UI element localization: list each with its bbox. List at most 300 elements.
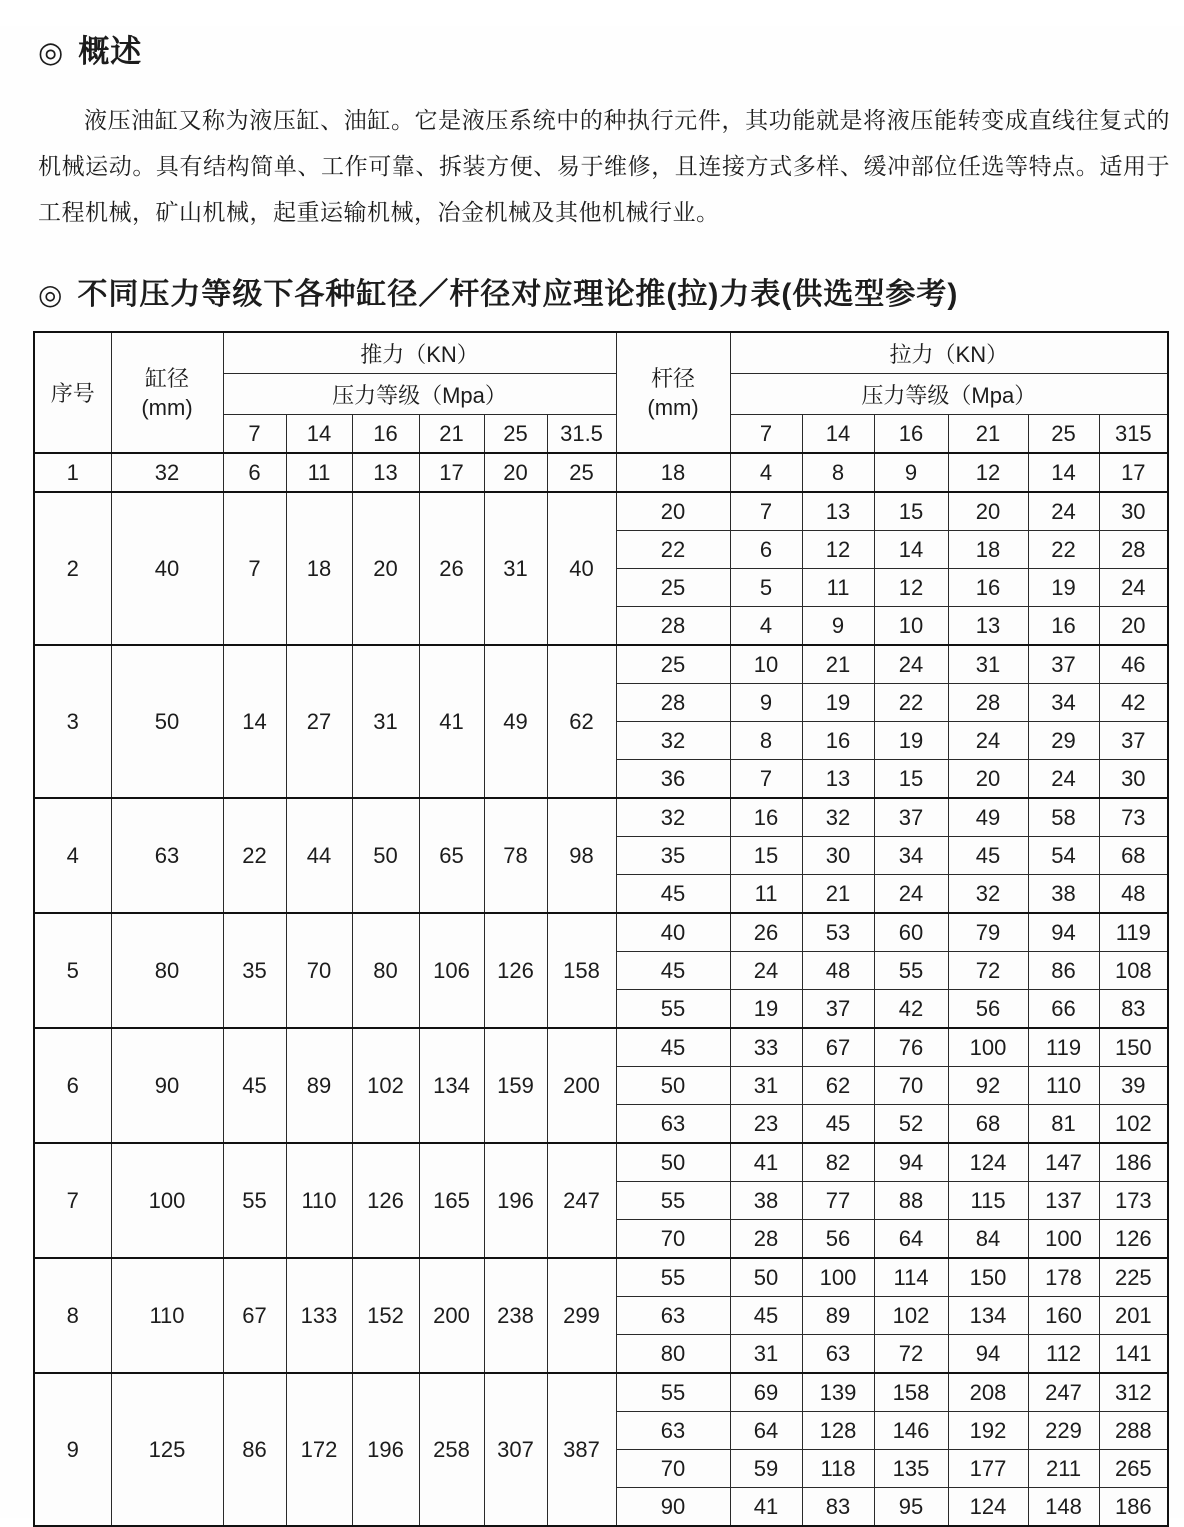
seq-cell: 2 — [34, 492, 111, 645]
pull-value-cell: 77 — [802, 1182, 874, 1220]
pull-value-cell: 124 — [948, 1488, 1028, 1527]
push-value-cell: 238 — [484, 1258, 547, 1373]
bore-cell: 63 — [111, 798, 223, 913]
push-value-cell: 196 — [484, 1143, 547, 1258]
push-value-cell: 40 — [547, 492, 616, 645]
rod-cell: 63 — [616, 1105, 730, 1144]
pull-value-cell: 64 — [730, 1412, 802, 1450]
push-value-cell: 65 — [419, 798, 484, 913]
pull-value-cell: 115 — [948, 1182, 1028, 1220]
bore-cell: 80 — [111, 913, 223, 1028]
push-value-cell: 158 — [547, 913, 616, 1028]
pull-value-cell: 50 — [730, 1258, 802, 1297]
bore-label: 缸径 — [144, 365, 189, 391]
pull-value-cell: 38 — [730, 1182, 802, 1220]
bore-cell: 110 — [111, 1258, 223, 1373]
pull-value-cell: 12 — [874, 569, 948, 607]
pull-value-cell: 94 — [1028, 913, 1099, 952]
pull-value-cell: 89 — [802, 1297, 874, 1335]
pull-value-cell: 83 — [802, 1488, 874, 1527]
pull-value-cell: 100 — [948, 1028, 1028, 1067]
pull-value-cell: 148 — [1028, 1488, 1099, 1527]
pull-value-cell: 24 — [1028, 492, 1099, 531]
col-header-pull: 拉力（KN） — [730, 332, 1168, 374]
rod-cell: 90 — [616, 1488, 730, 1527]
col-header-seq: 序号 — [34, 332, 111, 453]
push-value-cell: 20 — [352, 492, 419, 645]
push-value-cell: 22 — [223, 798, 286, 913]
push-value-cell: 55 — [223, 1143, 286, 1258]
pull-value-cell: 62 — [802, 1067, 874, 1105]
rod-cell: 63 — [616, 1297, 730, 1335]
pull-value-cell: 178 — [1028, 1258, 1099, 1297]
col-header-rod — [616, 332, 730, 453]
pull-value-cell: 13 — [802, 760, 874, 799]
bore-unit: (mm) — [141, 394, 193, 420]
pull-value-cell: 15 — [874, 492, 948, 531]
force-table-row — [34, 453, 1168, 492]
push-value-cell: 49 — [484, 645, 547, 798]
pull-value-cell: 312 — [1099, 1373, 1168, 1412]
push-pressure-tick: 25 — [484, 415, 547, 454]
pull-value-cell: 16 — [730, 798, 802, 837]
pull-value-cell: 54 — [1028, 837, 1099, 875]
pull-value-cell: 15 — [730, 837, 802, 875]
pull-value-cell: 108 — [1099, 952, 1168, 990]
pull-value-cell: 81 — [1028, 1105, 1099, 1144]
pull-value-cell: 100 — [1028, 1220, 1099, 1259]
push-value-cell: 102 — [352, 1028, 419, 1143]
pull-value-cell: 84 — [948, 1220, 1028, 1259]
pull-value-cell: 30 — [1099, 760, 1168, 799]
pull-value-cell: 45 — [802, 1105, 874, 1144]
pull-value-cell: 21 — [802, 875, 874, 914]
pull-value-cell: 7 — [730, 760, 802, 799]
bullseye-icon: ◎ — [38, 37, 65, 69]
pull-value-cell: 11 — [730, 875, 802, 914]
pull-value-cell: 72 — [948, 952, 1028, 990]
push-value-cell: 35 — [223, 913, 286, 1028]
rod-cell: 80 — [616, 1335, 730, 1374]
pull-value-cell: 110 — [1028, 1067, 1099, 1105]
force-table-row — [34, 1258, 1168, 1297]
pull-value-cell: 137 — [1028, 1182, 1099, 1220]
pull-value-cell: 11 — [802, 569, 874, 607]
seq-cell: 6 — [34, 1028, 111, 1143]
pull-value-cell: 173 — [1099, 1182, 1168, 1220]
pull-value-cell: 49 — [948, 798, 1028, 837]
pull-value-cell: 8 — [730, 722, 802, 760]
push-value-cell: 14 — [223, 645, 286, 798]
pull-value-cell: 186 — [1099, 1143, 1168, 1182]
push-value-cell: 70 — [286, 913, 352, 1028]
rod-cell: 35 — [616, 837, 730, 875]
pull-value-cell: 112 — [1028, 1335, 1099, 1374]
force-table — [33, 331, 1169, 1527]
rod-cell: 36 — [616, 760, 730, 799]
rod-cell: 55 — [616, 1258, 730, 1297]
pull-value-cell: 79 — [948, 913, 1028, 952]
push-value-cell: 126 — [352, 1143, 419, 1258]
push-value-cell: 133 — [286, 1258, 352, 1373]
pull-value-cell: 46 — [1099, 645, 1168, 684]
pull-pressure-tick: 25 — [1028, 415, 1099, 454]
pull-value-cell: 147 — [1028, 1143, 1099, 1182]
overview-paragraph: 液压油缸又称为液压缸、油缸。它是液压系统中的种执行元件，其功能就是将液压能转变成直线往复式的机械运动。具有结构简单、工作可靠、拆装方便、易于维修，且连接方式多样、缓冲部位任选等特点。适用于工程机械，矿山机械，起重运输机械，冶金机械及其他机械行业。 — [38, 107, 1170, 225]
pull-pressure-tick: 16 — [874, 415, 948, 454]
rod-cell: 25 — [616, 645, 730, 684]
force-table-header — [34, 332, 1168, 453]
force-table-row — [34, 1028, 1168, 1067]
pull-value-cell: 16 — [948, 569, 1028, 607]
bore-cell: 100 — [111, 1143, 223, 1258]
pull-value-cell: 76 — [874, 1028, 948, 1067]
pull-pressure-grade-header: 压力等级（Mpa） — [730, 374, 1168, 415]
pull-value-cell: 31 — [730, 1067, 802, 1105]
rod-cell: 45 — [616, 952, 730, 990]
push-pressure-grade-header: 压力等级（Mpa） — [223, 374, 616, 415]
pull-value-cell: 68 — [1099, 837, 1168, 875]
pull-value-cell: 31 — [730, 1335, 802, 1374]
push-value-cell: 89 — [286, 1028, 352, 1143]
bore-cell: 90 — [111, 1028, 223, 1143]
pull-value-cell: 92 — [948, 1067, 1028, 1105]
table-heading — [38, 269, 1184, 313]
pull-value-cell: 7 — [730, 492, 802, 531]
pull-value-cell: 100 — [802, 1258, 874, 1297]
pull-value-cell: 68 — [948, 1105, 1028, 1144]
pull-value-cell: 177 — [948, 1450, 1028, 1488]
pull-value-cell: 12 — [802, 531, 874, 569]
push-value-cell: 159 — [484, 1028, 547, 1143]
push-value-cell: 25 — [547, 453, 616, 492]
force-table-row — [34, 1373, 1168, 1412]
push-value-cell: 247 — [547, 1143, 616, 1258]
pull-value-cell: 160 — [1028, 1297, 1099, 1335]
force-table-body — [34, 453, 1168, 1526]
rod-cell: 63 — [616, 1412, 730, 1450]
rod-cell: 20 — [616, 492, 730, 531]
pull-value-cell: 119 — [1099, 913, 1168, 952]
pull-value-cell: 32 — [802, 798, 874, 837]
pull-value-cell: 41 — [730, 1143, 802, 1182]
pull-value-cell: 38 — [1028, 875, 1099, 914]
push-value-cell: 165 — [419, 1143, 484, 1258]
push-value-cell: 62 — [547, 645, 616, 798]
col-header-bore — [111, 332, 223, 453]
push-pressure-tick: 21 — [419, 415, 484, 454]
push-value-cell: 299 — [547, 1258, 616, 1373]
pull-value-cell: 83 — [1099, 990, 1168, 1029]
push-value-cell: 387 — [547, 1373, 616, 1526]
pull-value-cell: 37 — [802, 990, 874, 1029]
pull-value-cell: 9 — [802, 607, 874, 646]
pull-value-cell: 30 — [1099, 492, 1168, 531]
rod-cell: 32 — [616, 798, 730, 837]
rod-cell: 32 — [616, 722, 730, 760]
pull-value-cell: 24 — [730, 952, 802, 990]
push-value-cell: 27 — [286, 645, 352, 798]
pull-value-cell: 150 — [948, 1258, 1028, 1297]
push-value-cell: 134 — [419, 1028, 484, 1143]
pull-value-cell: 19 — [1028, 569, 1099, 607]
push-value-cell: 110 — [286, 1143, 352, 1258]
push-value-cell: 200 — [419, 1258, 484, 1373]
pull-value-cell: 66 — [1028, 990, 1099, 1029]
push-value-cell: 126 — [484, 913, 547, 1028]
push-value-cell: 31 — [352, 645, 419, 798]
pull-value-cell: 146 — [874, 1412, 948, 1450]
push-value-cell: 200 — [547, 1028, 616, 1143]
pull-value-cell: 19 — [802, 684, 874, 722]
pull-value-cell: 88 — [874, 1182, 948, 1220]
force-table-row — [34, 798, 1168, 837]
pull-value-cell: 21 — [802, 645, 874, 684]
pull-value-cell: 4 — [730, 607, 802, 646]
push-value-cell: 258 — [419, 1373, 484, 1526]
pull-value-cell: 124 — [948, 1143, 1028, 1182]
push-value-cell: 80 — [352, 913, 419, 1028]
pull-value-cell: 208 — [948, 1373, 1028, 1412]
pull-pressure-tick: 14 — [802, 415, 874, 454]
pull-value-cell: 4 — [730, 453, 802, 492]
pull-value-cell: 41 — [730, 1488, 802, 1527]
pull-value-cell: 37 — [874, 798, 948, 837]
pull-value-cell: 48 — [802, 952, 874, 990]
rod-cell: 45 — [616, 875, 730, 914]
catalog-page — [0, 26, 1184, 1518]
pull-value-cell: 53 — [802, 913, 874, 952]
push-value-cell: 18 — [286, 492, 352, 645]
seq-cell: 7 — [34, 1143, 111, 1258]
pull-value-cell: 16 — [802, 722, 874, 760]
bore-cell: 125 — [111, 1373, 223, 1526]
col-header-push: 推力（KN） — [223, 332, 616, 374]
pull-value-cell: 139 — [802, 1373, 874, 1412]
pull-value-cell: 94 — [948, 1335, 1028, 1374]
rod-cell: 25 — [616, 569, 730, 607]
seq-cell: 1 — [34, 453, 111, 492]
pull-value-cell: 28 — [1099, 531, 1168, 569]
push-value-cell: 20 — [484, 453, 547, 492]
push-value-cell: 13 — [352, 453, 419, 492]
pull-value-cell: 102 — [1099, 1105, 1168, 1144]
pull-value-cell: 19 — [874, 722, 948, 760]
push-value-cell: 98 — [547, 798, 616, 913]
rod-cell: 28 — [616, 684, 730, 722]
pull-value-cell: 22 — [1028, 531, 1099, 569]
rod-cell: 70 — [616, 1450, 730, 1488]
pull-value-cell: 56 — [802, 1220, 874, 1259]
pull-value-cell: 15 — [874, 760, 948, 799]
rod-cell: 55 — [616, 1373, 730, 1412]
push-value-cell: 41 — [419, 645, 484, 798]
pull-value-cell: 24 — [874, 875, 948, 914]
pull-value-cell: 14 — [874, 531, 948, 569]
pull-value-cell: 192 — [948, 1412, 1028, 1450]
pull-value-cell: 16 — [1028, 607, 1099, 646]
pull-value-cell: 32 — [948, 875, 1028, 914]
pull-value-cell: 72 — [874, 1335, 948, 1374]
pull-value-cell: 24 — [874, 645, 948, 684]
rod-cell: 55 — [616, 1182, 730, 1220]
pull-value-cell: 102 — [874, 1297, 948, 1335]
pull-value-cell: 30 — [802, 837, 874, 875]
force-table-row — [34, 492, 1168, 531]
pull-value-cell: 64 — [874, 1220, 948, 1259]
pull-value-cell: 13 — [802, 492, 874, 531]
pull-value-cell: 150 — [1099, 1028, 1168, 1067]
pull-value-cell: 94 — [874, 1143, 948, 1182]
push-value-cell: 17 — [419, 453, 484, 492]
pull-pressure-tick: 7 — [730, 415, 802, 454]
pull-value-cell: 45 — [730, 1297, 802, 1335]
force-table-row — [34, 1143, 1168, 1182]
push-value-cell: 152 — [352, 1258, 419, 1373]
rod-label: 杆径 — [651, 365, 696, 391]
pull-value-cell: 114 — [874, 1258, 948, 1297]
pull-value-cell: 265 — [1099, 1450, 1168, 1488]
push-value-cell: 45 — [223, 1028, 286, 1143]
seq-cell: 3 — [34, 645, 111, 798]
pull-value-cell: 9 — [874, 453, 948, 492]
rod-cell: 70 — [616, 1220, 730, 1259]
pull-value-cell: 5 — [730, 569, 802, 607]
rod-unit: (mm) — [647, 394, 699, 420]
pull-value-cell: 26 — [730, 913, 802, 952]
pull-value-cell: 60 — [874, 913, 948, 952]
pull-value-cell: 8 — [802, 453, 874, 492]
pull-value-cell: 247 — [1028, 1373, 1099, 1412]
pull-value-cell: 135 — [874, 1450, 948, 1488]
push-value-cell: 31 — [484, 492, 547, 645]
pull-value-cell: 134 — [948, 1297, 1028, 1335]
push-value-cell: 67 — [223, 1258, 286, 1373]
rod-cell: 45 — [616, 1028, 730, 1067]
pull-value-cell: 31 — [948, 645, 1028, 684]
rod-cell: 22 — [616, 531, 730, 569]
pull-value-cell: 33 — [730, 1028, 802, 1067]
pull-value-cell: 69 — [730, 1373, 802, 1412]
pull-value-cell: 82 — [802, 1143, 874, 1182]
pull-value-cell: 20 — [1099, 607, 1168, 646]
seq-cell: 4 — [34, 798, 111, 913]
seq-cell: 8 — [34, 1258, 111, 1373]
bore-cell: 50 — [111, 645, 223, 798]
pull-value-cell: 45 — [948, 837, 1028, 875]
pull-value-cell: 128 — [802, 1412, 874, 1450]
pull-value-cell: 10 — [730, 645, 802, 684]
pull-value-cell: 37 — [1099, 722, 1168, 760]
pull-value-cell: 29 — [1028, 722, 1099, 760]
pull-value-cell: 37 — [1028, 645, 1099, 684]
pull-value-cell: 52 — [874, 1105, 948, 1144]
seq-cell: 5 — [34, 913, 111, 1028]
pull-value-cell: 63 — [802, 1335, 874, 1374]
pull-value-cell: 95 — [874, 1488, 948, 1527]
bullseye-icon: ◎ — [38, 279, 64, 310]
pull-value-cell: 201 — [1099, 1297, 1168, 1335]
push-value-cell: 7 — [223, 492, 286, 645]
pull-value-cell: 12 — [948, 453, 1028, 492]
push-pressure-tick: 31.5 — [547, 415, 616, 454]
pull-value-cell: 19 — [730, 990, 802, 1029]
push-value-cell: 172 — [286, 1373, 352, 1526]
force-table-row — [34, 913, 1168, 952]
pull-value-cell: 9 — [730, 684, 802, 722]
pull-value-cell: 73 — [1099, 798, 1168, 837]
pull-value-cell: 24 — [948, 722, 1028, 760]
pull-value-cell: 225 — [1099, 1258, 1168, 1297]
push-pressure-tick: 7 — [223, 415, 286, 454]
pull-value-cell: 28 — [730, 1220, 802, 1259]
pull-value-cell: 229 — [1028, 1412, 1099, 1450]
push-value-cell: 6 — [223, 453, 286, 492]
pull-value-cell: 288 — [1099, 1412, 1168, 1450]
pull-value-cell: 119 — [1028, 1028, 1099, 1067]
pull-value-cell: 42 — [874, 990, 948, 1029]
pull-value-cell: 56 — [948, 990, 1028, 1029]
push-value-cell: 78 — [484, 798, 547, 913]
push-value-cell: 26 — [419, 492, 484, 645]
pull-value-cell: 158 — [874, 1373, 948, 1412]
pull-value-cell: 55 — [874, 952, 948, 990]
rod-cell: 18 — [616, 453, 730, 492]
pull-pressure-tick: 21 — [948, 415, 1028, 454]
pull-value-cell: 48 — [1099, 875, 1168, 914]
rod-cell: 50 — [616, 1143, 730, 1182]
bore-cell: 40 — [111, 492, 223, 645]
seq-cell: 9 — [34, 1373, 111, 1526]
push-pressure-tick: 14 — [286, 415, 352, 454]
overview-heading-text: 概述 — [78, 34, 143, 69]
rod-cell: 28 — [616, 607, 730, 646]
pull-value-cell: 17 — [1099, 453, 1168, 492]
pull-value-cell: 18 — [948, 531, 1028, 569]
pull-value-cell: 10 — [874, 607, 948, 646]
pull-value-cell: 13 — [948, 607, 1028, 646]
pull-value-cell: 118 — [802, 1450, 874, 1488]
pull-value-cell: 70 — [874, 1067, 948, 1105]
pull-value-cell: 14 — [1028, 453, 1099, 492]
pull-value-cell: 86 — [1028, 952, 1099, 990]
push-value-cell: 50 — [352, 798, 419, 913]
pull-value-cell: 58 — [1028, 798, 1099, 837]
push-value-cell: 44 — [286, 798, 352, 913]
pull-value-cell: 141 — [1099, 1335, 1168, 1374]
pull-value-cell: 39 — [1099, 1067, 1168, 1105]
pull-value-cell: 34 — [1028, 684, 1099, 722]
pull-pressure-tick: 315 — [1099, 415, 1168, 454]
pull-value-cell: 34 — [874, 837, 948, 875]
force-table-row — [34, 645, 1168, 684]
pull-value-cell: 42 — [1099, 684, 1168, 722]
push-pressure-tick: 16 — [352, 415, 419, 454]
pull-value-cell: 186 — [1099, 1488, 1168, 1527]
overview-heading — [38, 26, 1184, 71]
pull-value-cell: 23 — [730, 1105, 802, 1144]
pull-value-cell: 20 — [948, 760, 1028, 799]
push-value-cell: 106 — [419, 913, 484, 1028]
pull-value-cell: 24 — [1028, 760, 1099, 799]
rod-cell: 55 — [616, 990, 730, 1029]
pull-value-cell: 20 — [948, 492, 1028, 531]
pull-value-cell: 24 — [1099, 569, 1168, 607]
pull-value-cell: 211 — [1028, 1450, 1099, 1488]
pull-value-cell: 28 — [948, 684, 1028, 722]
rod-cell: 40 — [616, 913, 730, 952]
table-heading-text: 不同压力等级下各种缸径／杆径对应理论推(拉)力表(供选型参考) — [77, 278, 959, 311]
